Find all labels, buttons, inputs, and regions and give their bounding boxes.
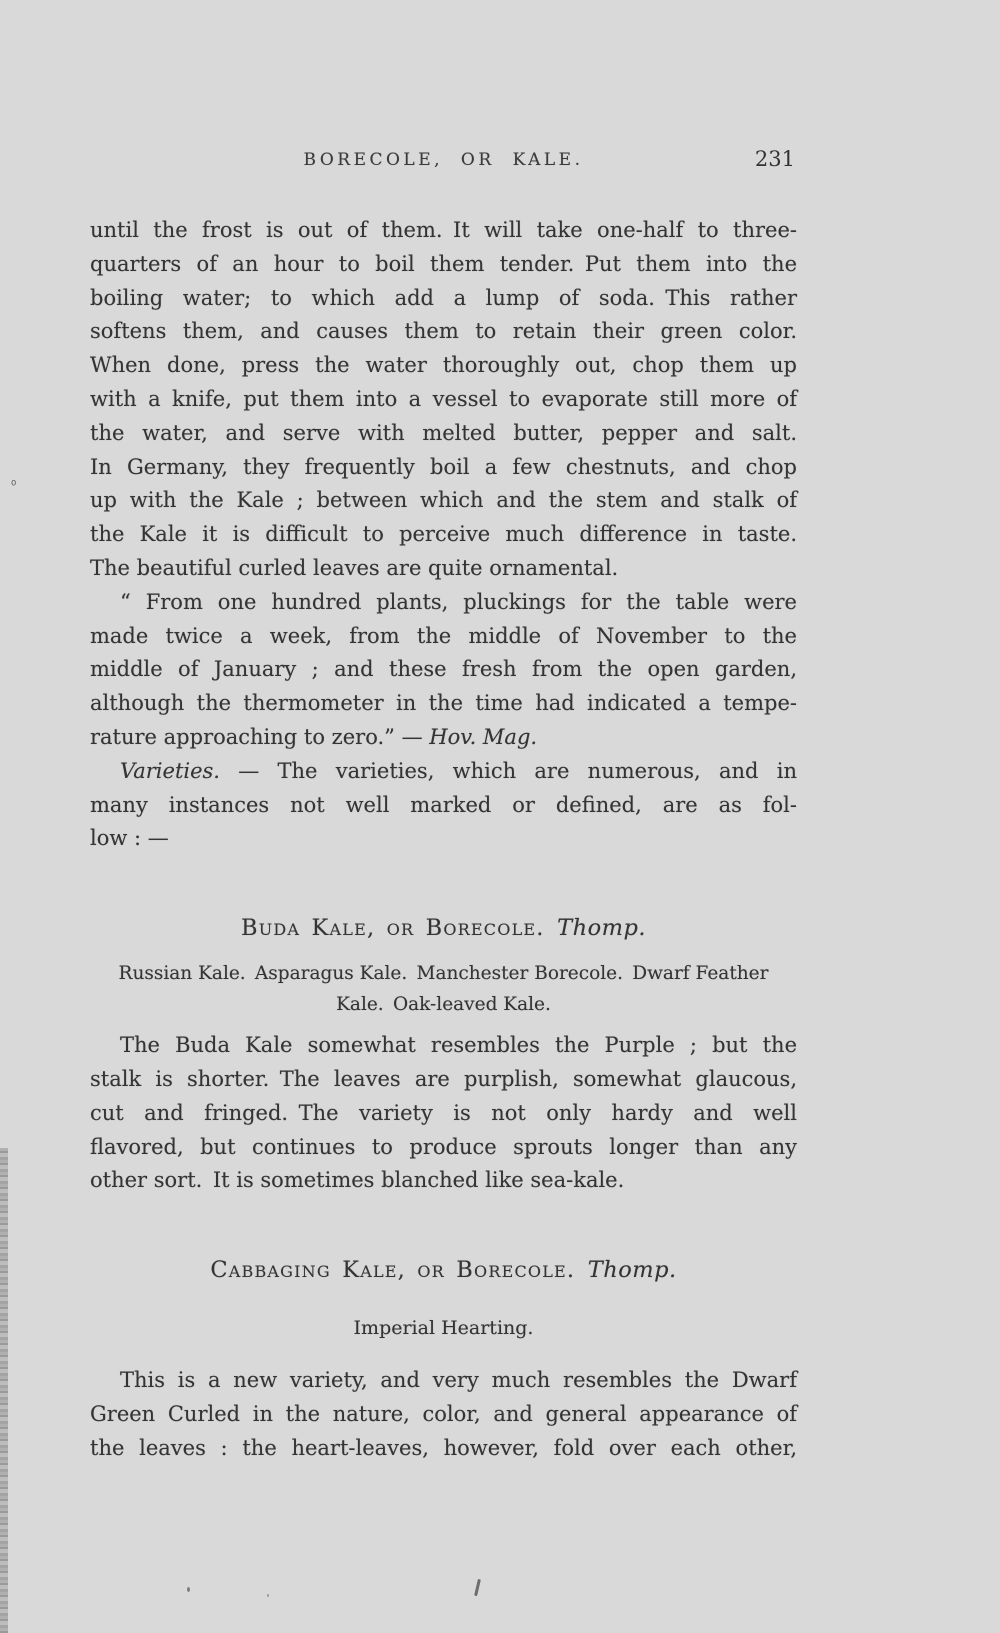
- text-line: [90, 484, 797, 518]
- content-column: [90, 214, 797, 1466]
- section-heading: [90, 912, 797, 944]
- text-line: [90, 620, 797, 654]
- text-line: [90, 653, 797, 687]
- text-segment: The beautiful curled leaves are quite ornamental.: [90, 555, 619, 580]
- page-header: [90, 147, 797, 178]
- text-line: [90, 1364, 797, 1398]
- text-line: [90, 349, 797, 383]
- paragraph: [90, 214, 797, 586]
- sub-heading: [90, 1315, 797, 1341]
- text-segment: The Buda Kale somewhat resembles the Purple ; but the: [120, 1033, 797, 1058]
- text-line: [90, 552, 797, 586]
- ink-speck: ⁰: [11, 479, 17, 494]
- text-segment: cut and fringed. The variety is not only hardy and well: [90, 1100, 797, 1125]
- text-segment: — The varieties, which are numerous, and in: [219, 758, 797, 783]
- heading-authority: Thomp.: [587, 1257, 677, 1284]
- synonym-line: Russian Kale. Asparagus Kale. Manchester Borecole. Dwarf Feather: [118, 963, 769, 985]
- synonym-line: Kale. Oak-leaved Kale.: [336, 994, 551, 1016]
- heading-authority: Thomp.: [557, 915, 647, 942]
- text-line: [90, 822, 797, 856]
- running-title: BORECOLE, OR KALE.: [303, 150, 584, 170]
- text-segment: low : —: [90, 826, 169, 851]
- text-line: [90, 248, 797, 282]
- text-segment: made twice a week, from the middle of November to the: [90, 623, 797, 648]
- text-line: [90, 315, 797, 349]
- text-segment: Green Curled in the nature, color, and general appearance of: [90, 1401, 797, 1426]
- text-line: [90, 687, 797, 721]
- paragraph: [90, 1029, 797, 1198]
- synonym-list: [90, 958, 797, 1020]
- text-line: [90, 1029, 797, 1063]
- sub-heading-line: Imperial Hearting.: [353, 1317, 534, 1340]
- text-segment: When done, press the water thoroughly out, chop them up: [90, 353, 797, 378]
- paragraph: [90, 1364, 797, 1465]
- text-segment: “ From one hundred plants, pluckings for the table were: [120, 589, 797, 614]
- text-line: [90, 1097, 797, 1131]
- text-line: [90, 721, 797, 755]
- text-line: [90, 755, 797, 789]
- text-segment: the Kale it is difficult to perceive much difference in taste.: [90, 522, 797, 547]
- text-segment: the water, and serve with melted butter, pepper and salt.: [90, 420, 797, 445]
- text-line: [90, 282, 797, 316]
- text-line: [90, 1164, 797, 1198]
- section-heading: [90, 1254, 797, 1286]
- text-line: [90, 586, 797, 620]
- text-segment: softens them, and causes them to retain their green color.: [90, 319, 797, 344]
- text-segment: stalk is shorter. The leaves are purplish, somewhat glaucous,: [90, 1066, 797, 1091]
- paragraph: [90, 586, 797, 755]
- text-segment: boiling water; to which add a lump of soda. This rather: [90, 285, 797, 310]
- text-line: [90, 1063, 797, 1097]
- text-segment: although the thermometer in the time had indicated a tempe-: [90, 691, 797, 716]
- pen-mark: [474, 1579, 480, 1596]
- text-segment: In Germany, they frequently boil a few chestnuts, and chop: [90, 454, 797, 479]
- text-line: [90, 417, 797, 451]
- text-line: [90, 1432, 797, 1466]
- text-line: [90, 789, 797, 823]
- text-line: [90, 518, 797, 552]
- text-segment: quarters of an hour to boil them tender. Put them into the: [90, 251, 797, 276]
- text-segment: This is a new variety, and very much resembles the Dwarf: [120, 1368, 797, 1393]
- text-segment: with a knife, put them into a vessel to evaporate still more of: [90, 386, 797, 411]
- paragraph: [90, 755, 797, 856]
- text-line: [90, 1398, 797, 1432]
- heading-title: Buda Kale, or Borecole.: [240, 915, 545, 942]
- italic-text: Hov. Mag.: [429, 724, 538, 749]
- text-line: [90, 214, 797, 248]
- text-segment: middle of January ; and these fresh from the open garden,: [90, 657, 797, 682]
- text-segment: flavored, but continues to produce sprouts longer than any: [90, 1134, 797, 1159]
- text-segment: up with the Kale ; between which and the stem and stalk of: [90, 488, 797, 513]
- ink-dot: [267, 1594, 269, 1597]
- heading-title: Cabbaging Kale, or Borecole.: [210, 1257, 576, 1284]
- text-segment: rature approaching to zero.” —: [90, 724, 430, 749]
- binding-shadow: [0, 1148, 8, 1633]
- text-line: [90, 1131, 797, 1165]
- text-segment: other sort. It is sometimes blanched like sea-kale.: [90, 1168, 625, 1193]
- ink-dot: [187, 1587, 190, 1592]
- text-segment: until the frost is out of them. It will take one-half to three-: [90, 218, 797, 242]
- page-number: 231: [754, 147, 795, 171]
- text-line: [90, 451, 797, 485]
- italic-text: Varieties.: [120, 758, 220, 783]
- text-segment: many instances not well marked or defined, are as fol-: [90, 792, 797, 817]
- text-line: [90, 383, 797, 417]
- text-segment: the leaves : the heart-leaves, however, fold over each other,: [90, 1435, 797, 1460]
